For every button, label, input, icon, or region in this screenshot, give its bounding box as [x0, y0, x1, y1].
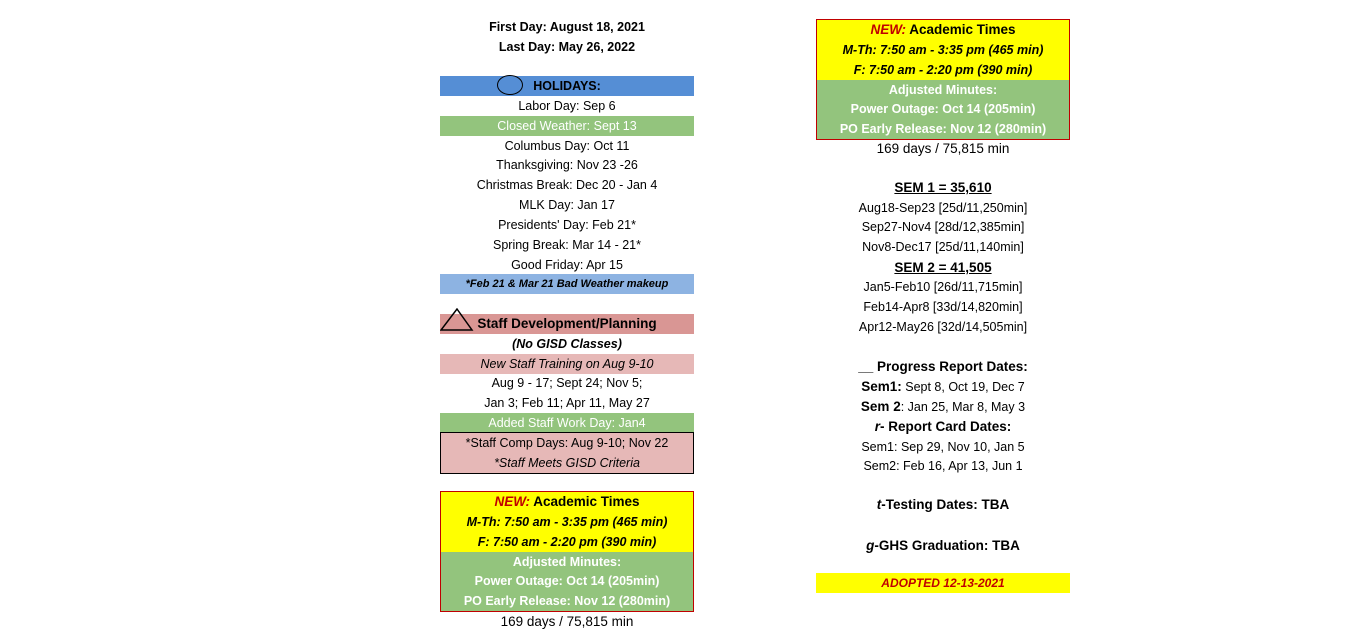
sem1-title: SEM 1 = 35,610	[894, 180, 992, 195]
holiday-item: Good Friday: Apr 15	[511, 258, 623, 272]
holiday-item: Columbus Day: Oct 11	[504, 139, 630, 153]
power-outage: Power Outage: Oct 14 (205min)	[817, 99, 1069, 119]
academic-times-box	[816, 19, 1070, 140]
academic-title	[441, 492, 693, 512]
oval-icon	[497, 75, 523, 95]
report-sem2: Sem2: Feb 16, Apr 13, Jun 1	[863, 459, 1023, 473]
po-early-release: PO Early Release: Nov 12 (280min)	[817, 119, 1069, 139]
holiday-item: Christmas Break: Dec 20 - Jan 4	[476, 178, 658, 192]
last-day: Last Day: May 26, 2022	[498, 40, 636, 54]
new-staff-training: New Staff Training on Aug 9-10	[440, 354, 694, 374]
academic-fri: F: 7:50 am - 2:20 pm (390 min)	[441, 532, 693, 552]
new-label: NEW:	[494, 494, 530, 509]
academic-mth: M-Th: 7:50 am - 3:35 pm (465 min)	[441, 512, 693, 532]
progress-sem2-dates: : Jan 25, Mar 8, May 3	[900, 400, 1026, 414]
added-staff-day: Added Staff Work Day: Jan4	[440, 413, 694, 433]
adjusted-minutes: Adjusted Minutes:	[817, 80, 1069, 100]
staff-sub: (No GISD Classes)	[512, 337, 622, 351]
holiday-item: Thanksgiving: Nov 23 -26	[496, 158, 638, 172]
days-total: 169 days / 75,815 min	[876, 141, 1010, 156]
graduation	[816, 536, 1070, 556]
grad-text: -GHS Graduation: TBA	[874, 538, 1020, 553]
first-day: First Day: August 18, 2021	[489, 20, 645, 34]
sem2-row: Feb14-Apr8 [33d/14,820min]	[863, 300, 1023, 314]
holidays-title: HOLIDAYS:	[533, 79, 601, 93]
staff-header	[440, 314, 694, 334]
progress-sem1-dates: Sept 8, Oct 19, Dec 7	[901, 380, 1025, 394]
po-early-release: PO Early Release: Nov 12 (280min)	[441, 591, 693, 611]
adjusted-minutes: Adjusted Minutes:	[441, 552, 693, 572]
progress-sem1	[816, 377, 1070, 397]
power-outage: Power Outage: Oct 14 (205min)	[441, 571, 693, 591]
days-total: 169 days / 75,815 min	[500, 614, 634, 629]
sem1-row: Nov8-Dec17 [25d/11,140min]	[862, 240, 1024, 254]
holiday-item: Spring Break: Mar 14 - 21*	[493, 238, 641, 252]
academic-title-text: Academic Times	[905, 22, 1016, 37]
testing-text: -Testing Dates: TBA	[881, 497, 1010, 512]
academic-times-box	[440, 491, 694, 612]
sem2-row: Jan5-Feb10 [26d/11,715min]	[863, 280, 1023, 294]
progress-sem2	[816, 397, 1070, 417]
holiday-item: MLK Day: Jan 17	[519, 198, 615, 212]
academic-title	[817, 20, 1069, 40]
report-title-text: - Report Card Dates:	[879, 419, 1012, 434]
progress-title: __ Progress Report Dates:	[858, 359, 1028, 374]
comp-days-box	[440, 432, 694, 474]
academic-fri: F: 7:50 am - 2:20 pm (390 min)	[817, 60, 1069, 80]
academic-mth: M-Th: 7:50 am - 3:35 pm (465 min)	[817, 40, 1069, 60]
staff-title: Staff Development/Planning	[477, 316, 657, 331]
comp-days: *Staff Comp Days: Aug 9-10; Nov 22	[465, 436, 669, 450]
holiday-item: Labor Day: Sep 6	[518, 99, 616, 113]
holiday-item: Presidents' Day: Feb 21*	[498, 218, 636, 232]
testing-dates	[816, 495, 1070, 515]
report-title	[816, 417, 1070, 437]
staff-dates: Aug 9 - 17; Sept 24; Nov 5;	[491, 376, 643, 390]
report-sem1: Sem1: Sep 29, Nov 10, Jan 5	[861, 440, 1025, 454]
academic-title-text: Academic Times	[529, 494, 640, 509]
holidays-header	[440, 76, 694, 96]
grad-prefix: g	[866, 538, 875, 553]
report-prefix: r	[874, 419, 880, 434]
sem1-row: Sep27-Nov4 [28d/12,385min]	[861, 220, 1025, 234]
staff-dates: Jan 3; Feb 11; Apr 11, May 27	[484, 396, 650, 410]
holiday-item: Closed Weather: Sept 13	[440, 116, 694, 136]
triangle-icon	[440, 308, 474, 332]
new-label: NEW:	[870, 22, 906, 37]
adopted-label: ADOPTED 12-13-2021	[816, 573, 1070, 593]
progress-sem1-label: Sem1:	[861, 379, 902, 394]
sem1-row: Aug18-Sep23 [25d/11,250min]	[858, 201, 1028, 215]
testing-prefix: t	[876, 497, 882, 512]
progress-sem2-label: Sem 2	[860, 399, 901, 414]
sem2-title: SEM 2 = 41,505	[894, 260, 992, 275]
sem2-row: Apr12-May26 [32d/14,505min]	[858, 320, 1028, 334]
makeup-note: *Feb 21 & Mar 21 Bad Weather makeup	[440, 274, 694, 294]
meets-criteria: *Staff Meets GISD Criteria	[494, 456, 640, 470]
